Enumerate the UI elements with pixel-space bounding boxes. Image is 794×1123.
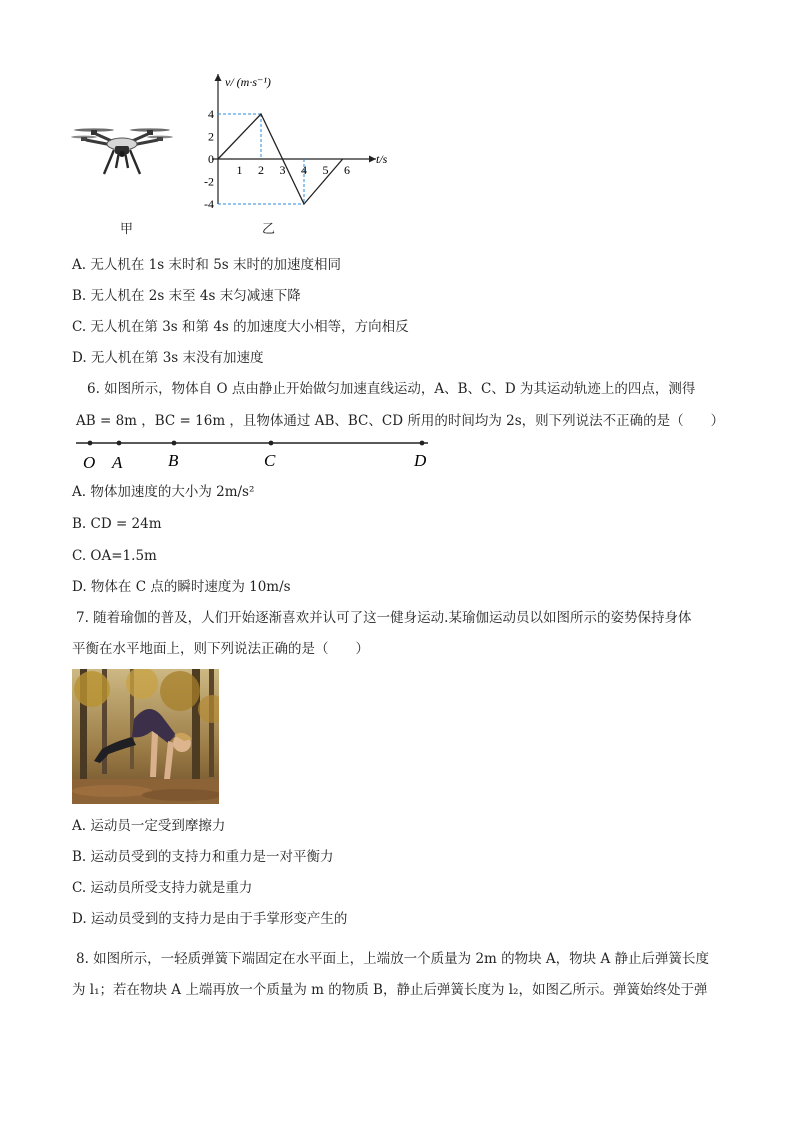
q7-option-c: C. 运动员所受支持力就是重力 xyxy=(72,880,253,896)
drone-illustration xyxy=(70,118,174,180)
y-tick-label: -2 xyxy=(204,174,214,189)
motion-track-diagram xyxy=(70,434,440,474)
point-b-label: B xyxy=(168,451,179,470)
point-o-label: O xyxy=(83,453,96,472)
q7-stem-line-1: 7. 随着瑜伽的普及，人们开始逐渐喜欢并认可了这一健身运动.某瑜伽运动员以如图所示的姿势保持身体 xyxy=(76,610,692,626)
x-tick-label: 6 xyxy=(344,163,350,177)
y-tick-label: 4 xyxy=(208,107,214,121)
point-c-dot xyxy=(269,441,274,446)
q6-stem-line-1: 6. 如图所示，物体自 O 点由静止开始做匀加速直线运动，A、B、C、D 为其运动轨迹上的四点，测得 xyxy=(87,381,696,397)
x-tick-label: 4 xyxy=(301,163,307,177)
y-tick-label: 2 xyxy=(208,129,214,144)
x-tick-label: 3 xyxy=(279,163,286,177)
q7-option-d: D. 运动员受到的支持力是由于手掌形变产生的 xyxy=(72,911,348,927)
point-a-dot xyxy=(117,441,122,446)
figure-caption-yi: 乙 xyxy=(262,222,276,237)
q6-option-c: C. OA=1.5m xyxy=(72,548,157,564)
q7-stem-line-2: 平衡在水平地面上，则下列说法正确的是（ ） xyxy=(72,641,369,657)
q6-stem-line-2: AB = 8m ，BC = 16m ，且物体通过 AB、BC、CD 所用的时间均为 2s，则下列说法不正确的是（ ） xyxy=(76,413,725,429)
point-a-label: A xyxy=(112,453,123,472)
x-axis-label: t/s xyxy=(376,152,388,166)
figure-caption-jia: 甲 xyxy=(120,222,134,237)
point-c-label: C xyxy=(264,451,276,470)
point-o-dot xyxy=(88,441,93,446)
q5-option-b: B. 无人机在 2s 末至 4s 末匀减速下降 xyxy=(72,288,301,304)
y-tick-label: -4 xyxy=(204,197,214,211)
q7-option-a: A. 运动员一定受到摩擦力 xyxy=(72,818,226,834)
x-tick-label: 1 xyxy=(236,163,243,177)
point-d-label: D xyxy=(414,451,427,470)
q8-stem-line-1: 8. 如图所示，一轻质弹簧下端固定在水平面上，上端放一个质量为 2m 的物块 A，物块 A 静止后弹簧长度 xyxy=(76,951,710,967)
velocity-time-graph xyxy=(198,70,398,220)
y-axis-label: v/ (m·s⁻¹) xyxy=(225,75,271,89)
x-tick-label: 2 xyxy=(258,163,264,177)
q7-option-b: B. 运动员受到的支持力和重力是一对平衡力 xyxy=(72,849,334,865)
y-tick-label: 0 xyxy=(208,152,214,166)
q5-option-d: D. 无人机在第 3s 末没有加速度 xyxy=(72,350,264,366)
q6-option-b: B. CD = 24m xyxy=(72,516,162,532)
q6-option-d: D. 物体在 C 点的瞬时速度为 10m/s xyxy=(72,579,291,595)
point-d-dot xyxy=(420,441,425,446)
q6-option-a: A. 物体加速度的大小为 2m/s² xyxy=(72,484,255,500)
yoga-photo xyxy=(72,669,219,804)
x-tick-label: 5 xyxy=(322,163,329,177)
q8-stem-line-2: 为 l₁；若在物块 A 上端再放一个质量为 m 的物质 B，静止后弹簧长度为 l₂，如图乙所示。弹簧始终处于弹 xyxy=(72,982,708,998)
point-b-dot xyxy=(172,441,177,446)
q5-option-c: C. 无人机在第 3s 和第 4s 的加速度大小相等，方向相反 xyxy=(72,319,409,335)
q5-option-a: A. 无人机在 1s 末时和 5s 末时的加速度相同 xyxy=(72,257,342,273)
